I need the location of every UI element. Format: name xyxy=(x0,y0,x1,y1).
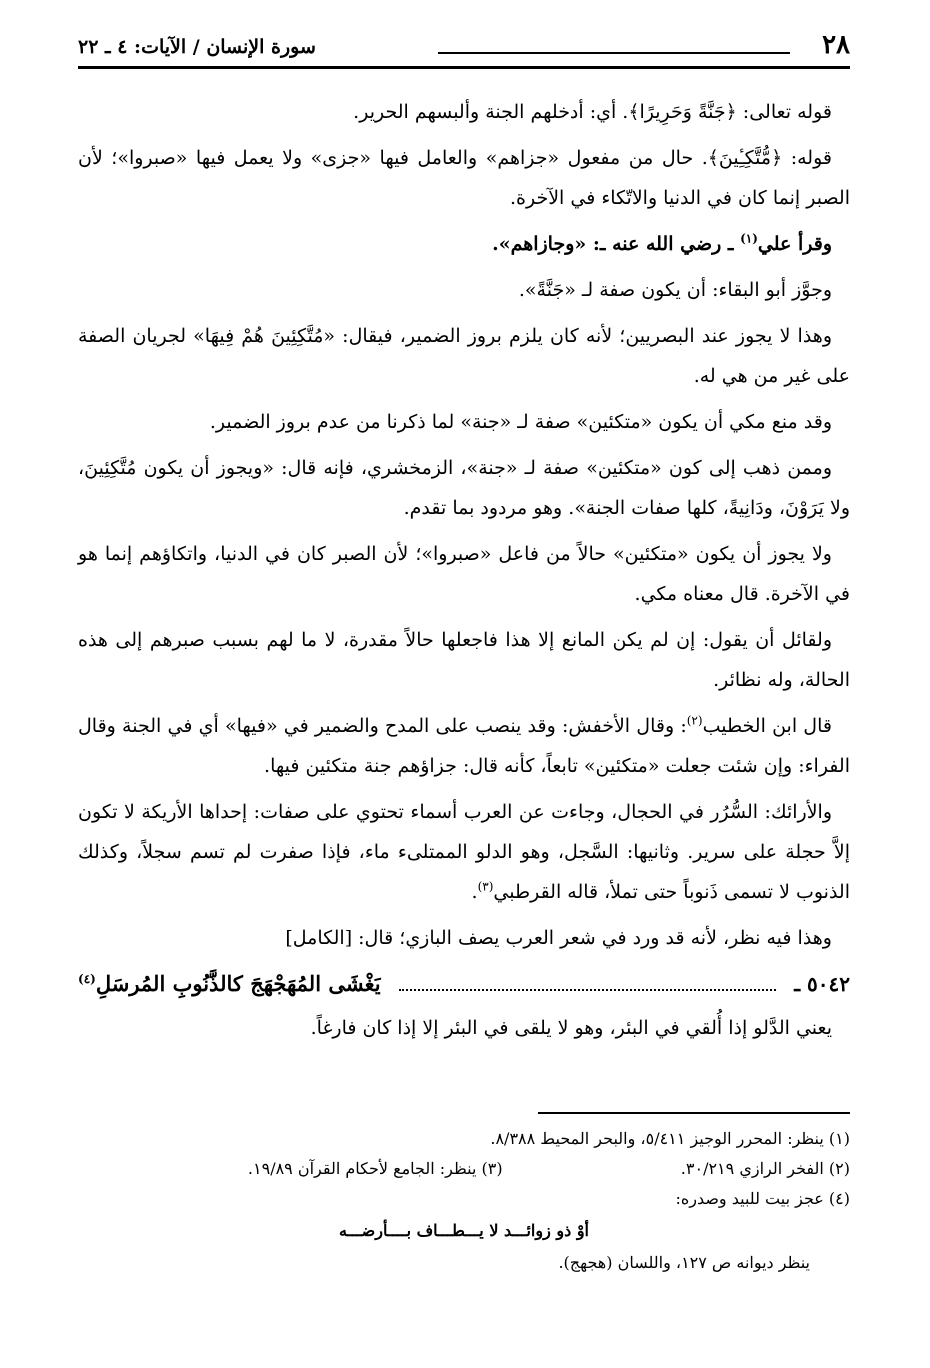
page-header xyxy=(78,28,850,64)
verse-text-wrap xyxy=(78,964,381,1004)
ali-text: وقرأ علي xyxy=(757,233,832,255)
ali-text-end: ـ رضي الله عنه ـ: «وجازاهم». xyxy=(492,233,741,255)
paragraph-ali xyxy=(78,224,850,264)
khatib-text: قال ابن الخطيب xyxy=(702,715,832,737)
araik-end: . xyxy=(471,881,478,903)
paragraph: وهذا لا يجوز عند البصريين؛ لأنه كان يلزم بروز الضمير، فيقال: «مُتَّكِئِينَ هُمْ فِيهَا» لجريان الصفة على غير من هي له. xyxy=(78,325,850,387)
footnote-row xyxy=(78,1154,850,1184)
main-text xyxy=(78,92,850,1054)
araik-text: والأرائك: السُّرُر في الحجال، وجاءت عن العرب أسماء تحتوي على صفات: إحداها الأريكة لا تكون إلاَّ حجلة على سرير. وثانيها: السَّجل، وهو الدلو الممتلىء ماء، فإذا صفرت لم تسم سجلاً، وكذلك الذنوب لا تسمى ذَنوباً حتى تملأ، قاله القرطبي xyxy=(78,801,850,903)
page-number: ٢٨ xyxy=(822,30,850,60)
footnote-ref: (٤) xyxy=(78,972,96,986)
footnote-3: (٣) ينظر: الجامع لأحكام القرآن ١٩/٨٩. xyxy=(247,1159,503,1178)
footnote-4: (٤) عجز بيت للبيد وصدره: xyxy=(675,1189,850,1208)
verse-dots xyxy=(399,975,777,991)
footnote-4-reference: ينظر ديوانه ص ١٢٧، واللسان (هجهج). xyxy=(558,1253,810,1272)
paragraph-khatib xyxy=(78,706,850,786)
header-rule xyxy=(78,66,850,69)
footnote-2: (٢) الفخر الرازي ٣٠/٢١٩. xyxy=(680,1159,850,1178)
paragraph: وهذا فيه نظر، لأنه قد ورد في شعر العرب يصف البازي؛ قال: [الكامل] xyxy=(285,927,832,949)
footnote-4-verse: أوْ ذو زوائـــد لا يـــطـــاف بــــأرضـــه xyxy=(338,1221,589,1240)
paragraph: قوله: ﴿مُّتَّكِـِٔينَ﴾. حال من مفعول «جزاهم» والعامل فيها «جزى» ولا يعمل فيها «صبروا»؛ لأن الصبر إنما كان في الدنيا والاتّكاء في الآخرة. xyxy=(78,147,850,209)
paragraph: ولقائل أن يقول: إن لم يكن المانع إلا هذا فاجعلها حالاً مقدرة، لا ما لهم بسبب صبرهم إلى هذه الحالة، وله نظائر. xyxy=(78,629,850,691)
paragraph: وقد منع مكي أن يكون «متكئين» صفة لـ «جنة» لما ذكرنا من عدم بروز الضمير. xyxy=(209,411,832,433)
footnote-rule xyxy=(538,1112,850,1114)
footnote-ref: (٣) xyxy=(477,879,494,894)
paragraph: قوله تعالى: ﴿جَنَّةً وَحَرِيرًا﴾. أي: أدخلهم الجنة وألبسهم الحرير. xyxy=(353,101,832,123)
paragraph: يعني الدَّلو إذا أُلقي في البئر، وهو لا يلقى في البئر إلا إذا كان فارغاً. xyxy=(310,1017,832,1039)
footnote-1: (١) ينظر: المحرر الوجيز ٥/٤١١، والبحر المحيط ٨/٣٨٨. xyxy=(490,1129,850,1148)
verse-line xyxy=(78,964,850,1004)
paragraph: وممن ذهب إلى كون «متكئين» صفة لـ «جنة»، الزمخشري، فإنه قال: «ويجوز أن يكون مُتَّكِئِينَ، ولا يَرَوْنَ، ودَانِيةً، كلها صفات الجنة». وهو مردود بما تقدم. xyxy=(78,457,850,519)
verse-number: ٥٠٤٢ ـ xyxy=(794,972,850,996)
footnote-ref: (١) xyxy=(740,231,758,246)
khatib-text-end: : وقال الأخفش: وقد ينصب على المدح والضمير في «فيها» أي في الجنة وقال الفراء: وإن شئت جعلت «متكئين» تابعاً، كأنه قال: جزاؤهم جنة متكئين فيها. xyxy=(78,715,850,777)
paragraph: وجوَّز أبو البقاء: أن يكون صفة لـ «جَنَّةً». xyxy=(518,279,832,301)
verse-text: يَغْشَى المُهَجْهَجَ كالذَّنُوبِ المُرسَلِ xyxy=(95,971,381,996)
paragraph-araik xyxy=(78,792,850,912)
footnote-ref: (٢) xyxy=(686,713,703,728)
header-fill-line xyxy=(438,52,790,54)
running-title: سورة الإنسان / الآيات: ٤ ـ ٢٢ xyxy=(78,36,316,58)
paragraph: ولا يجوز أن يكون «متكئين» حالاً من فاعل «صبروا»؛ لأن الصبر كان في الدنيا، واتكاؤهم إنما هو في الآخرة. قال معناه مكي. xyxy=(78,543,850,605)
footnotes xyxy=(78,1124,850,1278)
